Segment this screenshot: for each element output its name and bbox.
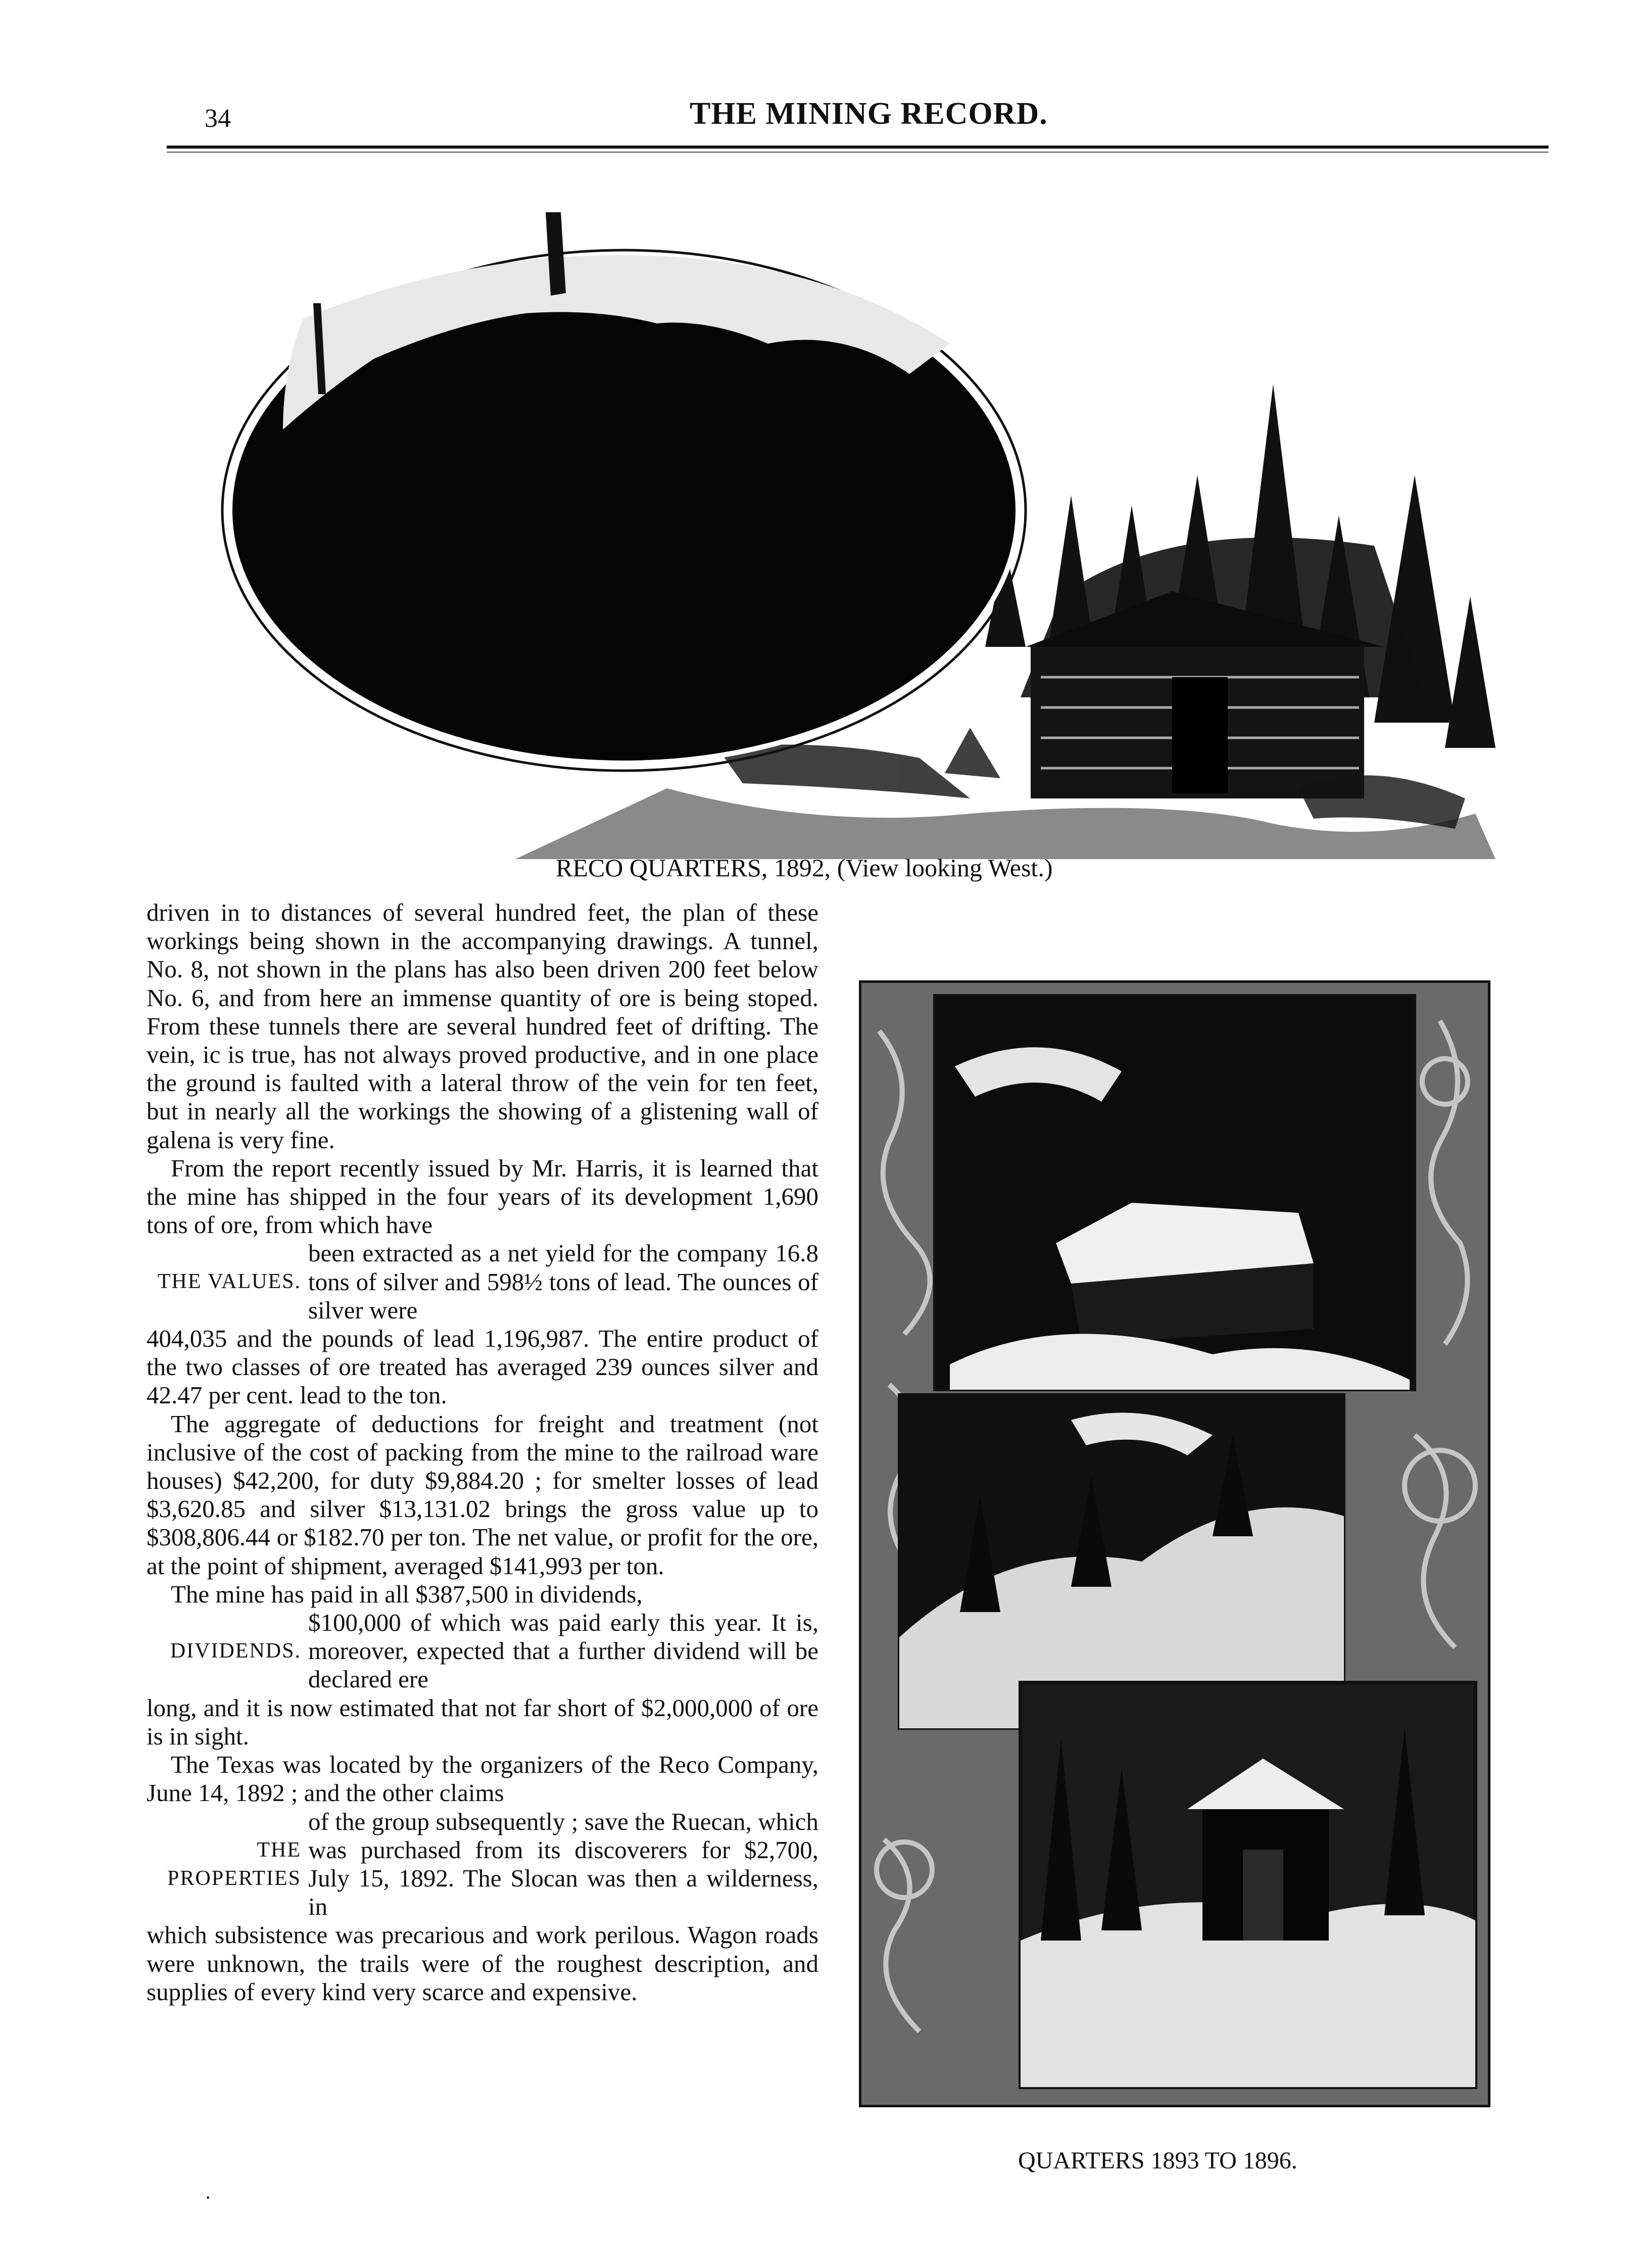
quarters-1893-1896-illustration	[859, 980, 1490, 2107]
sidenote-dividends: DIVIDENDS.	[170, 1639, 301, 1663]
paragraph-dividends-rest: long, and it is now estimated that not far short of $2,000,000 of ore is in sight.	[147, 1693, 818, 1750]
right-figure-caption: QUARTERS 1893 TO 1896.	[1018, 2147, 1297, 2174]
header-rule	[167, 146, 1549, 149]
paragraph-properties-rest: which subsistence was precarious and work perilous. Wagon roads were unknown, the trails were of the roughest description, and supplies of every kind very scarce and expensive.	[147, 1921, 818, 2006]
sidenote-block-dividends	[147, 1609, 818, 1694]
header-rule-thin	[167, 152, 1549, 153]
paragraph-properties-side: of the group subsequently ; save the Ruecan, which was purchased from its discoverers for $2,700, July 15, 1892. The Slocan was then a wilderness, in	[308, 1807, 818, 1921]
paragraph-workings: driven in to distances of several hundred feet, the plan of these workings being shown in the accompanying drawings. A tunnel, No. 8, not shown in the plans has also been driven 200 feet below No. 6, and from here an immense quantity of ore is being stoped. From these tunnels there are several hundred feet of drifting. The vein, ic is true, has not always proved productive, and in one place the ground is faulted with a lateral throw of the vein for ten feet, but in nearly all the workings the showing of a glistening wall of galena is very fine.	[147, 899, 818, 1154]
sidenote-block-properties	[147, 1808, 818, 1921]
top-figure-caption: RECO QUARTERS, 1892, (View looking West.)	[556, 854, 1053, 882]
paragraph-properties-intro: The Texas was located by the organizers of the Reco Company, June 14, 1892 ; and the other claims	[147, 1751, 818, 1807]
sidenote-block-values	[147, 1239, 818, 1325]
reco-quarters-1892-illustration	[212, 192, 1495, 859]
paragraph-deductions: The aggregate of deductions for freight and treatment (not inclusive of the cost of packing from the mine to the railroad ware houses) $42,200, for duty $9,884.20 ; for smelter losses of lead $3,620.85 and silver $13,131.02 brings the gross value up to $308,806.44 or $182.70 per ton. The net value, or profit for the ore, at the point of shipment, averaged $141,993 per ton.	[147, 1409, 818, 1580]
running-title: THE MINING RECORD.	[690, 97, 1048, 131]
paragraph-dividends-side: $100,000 of which was paid early this year. It is, moreover, expected that a further dividend will be declared ere	[308, 1609, 818, 1693]
paragraph-values-rest: 404,035 and the pounds of lead 1,196,987. The entire product of the two classes of ore treated has averaged 239 ounces silver and 42.47 per cent. lead to the ton.	[147, 1325, 818, 1409]
paragraph-values-side: been extracted as a net yield for the company 16.8 tons of silver and 598½ tons of lead. The ounces of silver were	[308, 1239, 818, 1324]
page-number: 34	[205, 104, 231, 133]
sidenote-properties: THE PROPERTIES	[167, 1838, 301, 1890]
paragraph-dividends-intro: The mine has paid in all $387,500 in dividends,	[171, 1580, 643, 1608]
footer-mark: ·	[205, 2186, 212, 2209]
sidenote-values: THE VALUES.	[157, 1270, 301, 1294]
article-column	[147, 899, 818, 2006]
paragraph-report-intro: From the report recently issued by Mr. Harris, it is learned that the mine has shipped in the four years of its development 1,690 tons of ore, from which have	[147, 1154, 818, 1239]
